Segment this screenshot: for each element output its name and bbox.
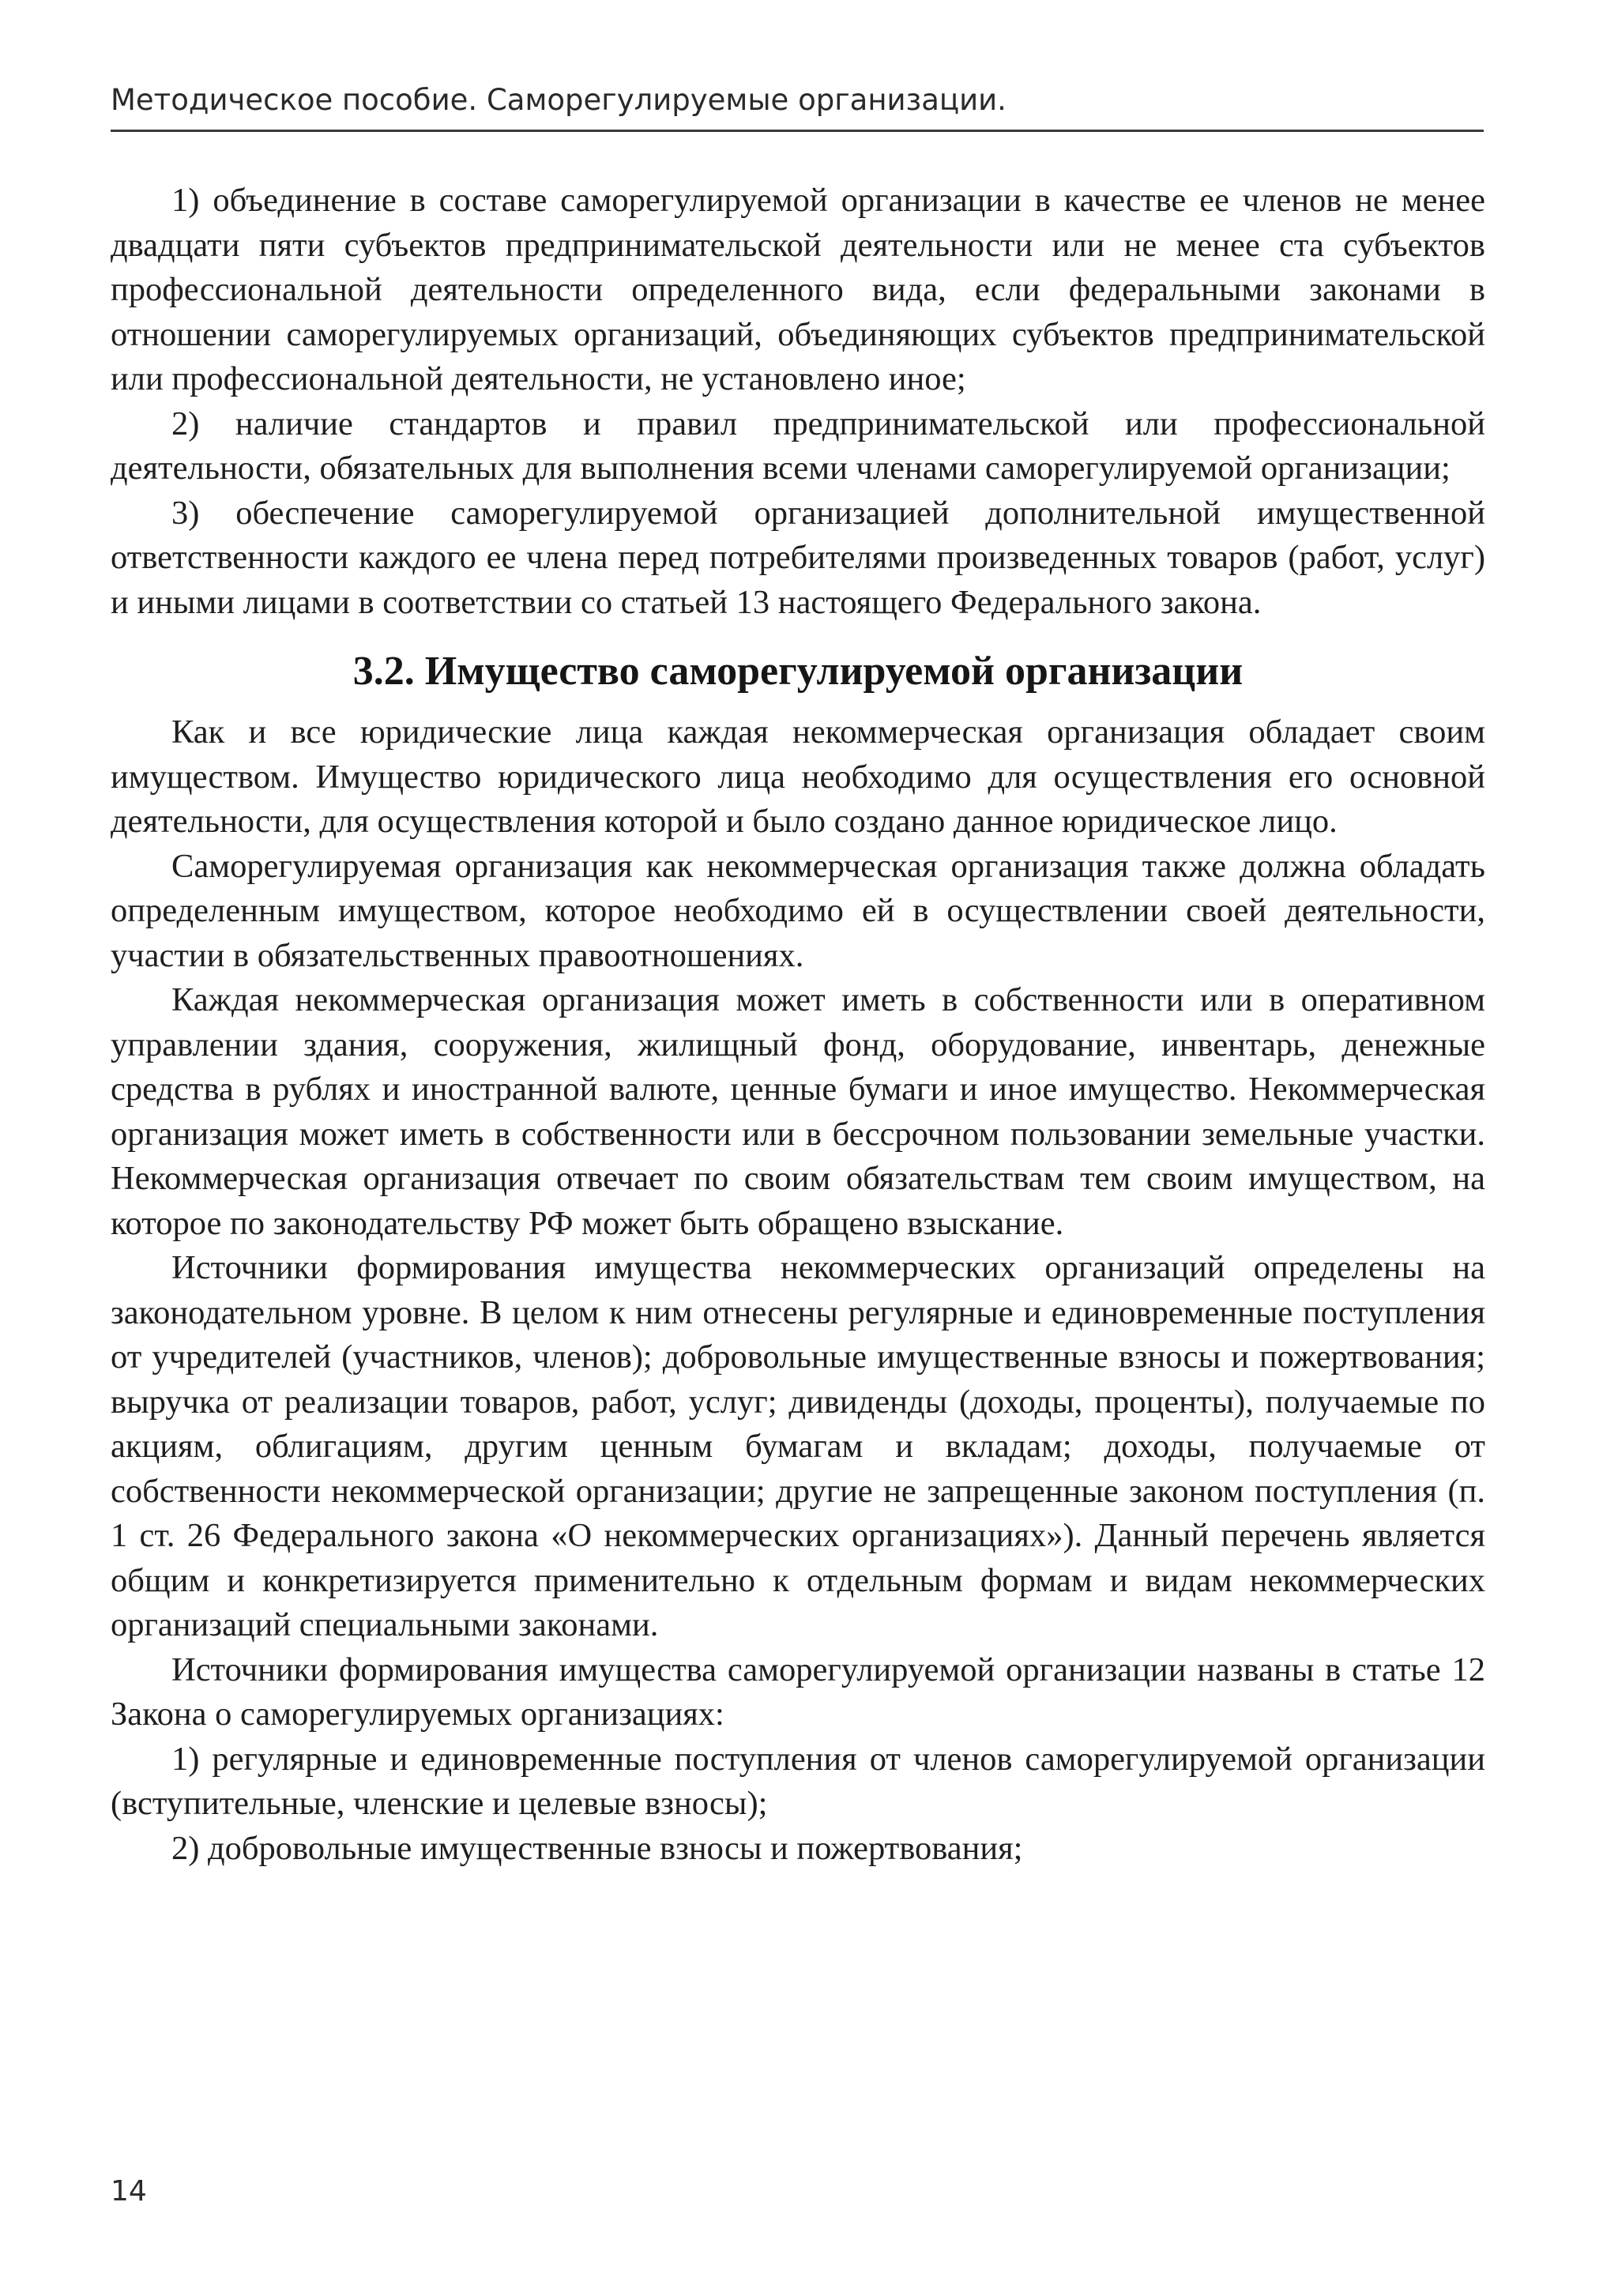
section-heading: 3.2. Имущество саморегулируемой организации [352, 649, 1244, 694]
paragraph-2: Саморегулируемая организация как некоммерческая организация также должна обладать определенным имуществом, которое необходимо ей в осуществлении своей деятельности, участии в обязательственных правоотношениях. [111, 847, 1485, 974]
paragraph-3: Каждая некоммерческая организация может иметь в собственности или в оперативном управлении здания, сооружения, жилищный фонд, оборудование, инвентарь, денежные средства в рублях и иностранной валюте, ценные бумаги и иное имущество. Некоммерческая организация может иметь в собственности или в бессрочном пользовании земельные участки. Некоммерческая организация отвечает по своим обязательствам тем своим имуществом, на которое по законодательству РФ может быть обращено взыскание. [111, 981, 1485, 1242]
paragraph-5: Источники формирования имущества саморегулируемой организации названы в статье 12 Закона о саморегулируемых организациях: [111, 1650, 1485, 1733]
paragraph-1: Как и все юридические лица каждая некоммерческая организация обладает своим имуществом. Имущество юридического лица необходимо для осуществления его основной деятельности, для осуществления которой и было создано данное юридическое лицо. [111, 713, 1485, 840]
sources-list-item-2: 2) добровольные имущественные взносы и пожертвования; [171, 1829, 1023, 1867]
paragraph-4: Источники формирования имущества некоммерческих организаций определены на законодательном уровне. В целом к ним отнесены регулярные и единовременные поступления от учредителей (участников, членов); добровольные имущественные взносы и пожертвования; выручка от реализации товаров, работ, услуг; дивиденды (доходы, проценты), получаемые по акциям, облигациям, другим ценным бумагам и вкладам; доходы, получаемые от собственности некоммерческой организации; другие не запрещенные законом поступления (п. 1 ст. 26 Федерального закона «О некоммерческих организациях»). Данный перечень является общим и конкретизируется применительно к отдельным формам и видам некоммерческих организаций специальными законами. [111, 1249, 1485, 1643]
list-item-3: 3) обеспечение саморегулируемой организацией дополнительной имущественной ответственности каждого ее члена перед потребителями произведенных товаров (работ, услуг) и иными лицами в соответствии со статьей 13 настоящего Федерального закона. [111, 494, 1485, 621]
body-text [111, 179, 1485, 1871]
list-item-1: 1) объединение в составе саморегулируемой организации в качестве ее членов не менее двадцати пяти субъектов предпринимательской деятельности или не менее ста субъектов профессиональной деятельности определенного вида, если федеральными законами в отношении саморегулируемых организаций, объединяющих субъектов предпринимательской или профессиональной деятельности, не установлено иное; [111, 182, 1485, 397]
header-rule [111, 130, 1484, 132]
list-item-2: 2) наличие стандартов и правил предпринимательской или профессиональной деятельности, обязательных для выполнения всеми членами саморегулируемой организации; [111, 405, 1485, 487]
page-number: 14 [111, 2175, 147, 2208]
running-header: Методическое пособие. Саморегулируемые организации. [111, 83, 1007, 117]
sources-list-item-1: 1) регулярные и единовременные поступления от членов саморегулируемой организации (вступительные, членские и целевые взносы); [111, 1740, 1485, 1822]
